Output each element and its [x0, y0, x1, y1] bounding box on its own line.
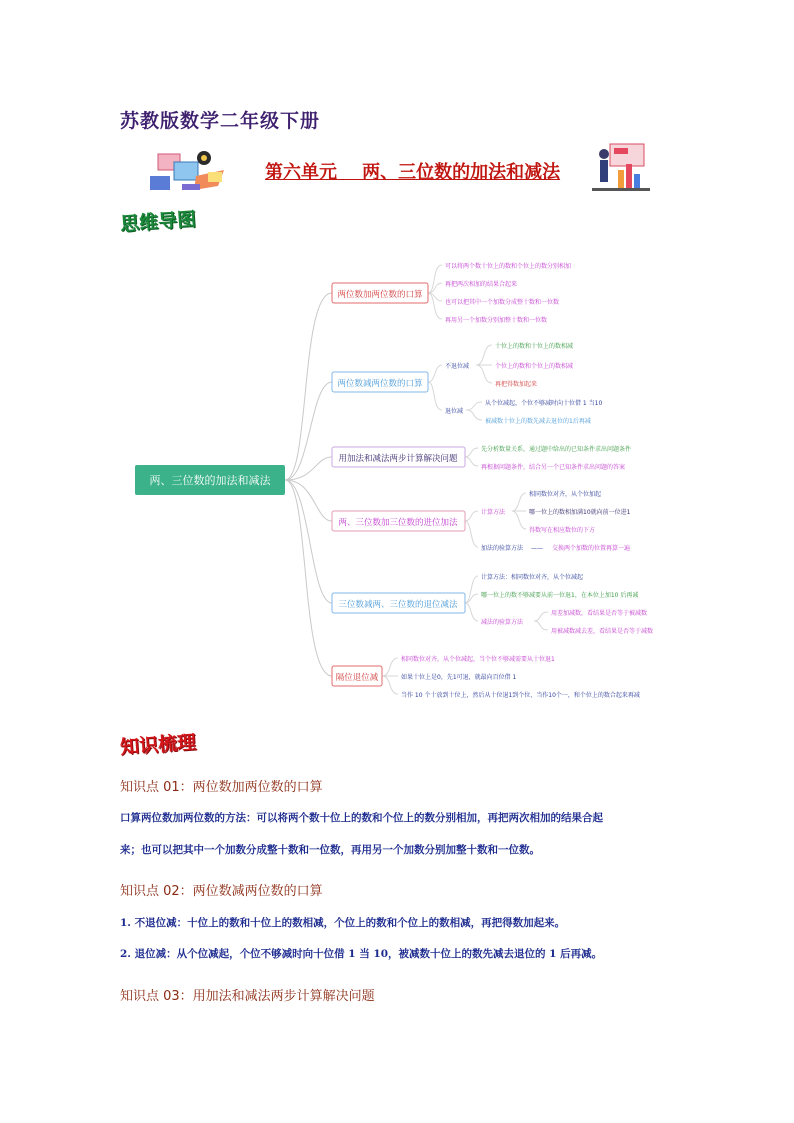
mindmap-dash: ——	[531, 545, 543, 552]
knowledge-point-1-line-1: 口算两位数加两位数的方法：可以将两个数十位上的数和个位上的数分别相加，再把两次相加的结果合起	[120, 812, 603, 824]
mindmap-leaf: 相同数位对齐，从个位减起，当个位不够减需要从十位退1	[401, 656, 555, 663]
chart-illustration-right	[592, 140, 650, 192]
mindmap-leaf: 可以将两个数十位上的数和个位上的数分别相加	[445, 263, 572, 270]
mindmap-sub-node: 计算方法	[481, 509, 506, 516]
mindmap-branch-5-label: 三位数减两、三位数的退位减法	[338, 600, 458, 610]
mindmap-leaf: 得数写在相应数位的下方	[529, 527, 596, 534]
mindmap-branch-6-label: 隔位退位减	[335, 673, 379, 683]
mindmap-leaf: 再根据问题条件，结合另一个已知条件求出问题的答案	[481, 464, 626, 471]
mindmap-leaf: 哪一位上的数相加满10就向前一位进1	[529, 509, 631, 516]
knowledge-point-2-item-1: 1. 不退位减：十位上的数和十位上的数相减，个位上的数和个位上的数相减，再把得数加起来。	[120, 917, 566, 929]
unit-title: 第六单元 两、三位数的加法和减法	[265, 162, 561, 183]
mindmap-leaf: 再用另一个加数分别加整十数和一位数	[445, 317, 548, 324]
mindmap-leaf: 从个位减起，个位不够减时向十位借 1 当10	[485, 400, 603, 407]
mindmap-branch-3-label: 用加法和减法两步计算解决问题	[338, 454, 458, 464]
mindmap-leaf: 哪一位上的数不够减要从前一位退1，在本位上加10 后再减	[481, 592, 639, 599]
mindmap-sub-node: 减法的验算方法	[481, 619, 524, 626]
mindmap-leaf: 用被减数减去差，看结果是否等于减数	[551, 628, 654, 635]
document-title: 苏教版数学二年级下册	[120, 110, 321, 132]
mindmap-leaf: 如果十位上是0，先1可退，就最向百位借 1	[401, 674, 517, 681]
knowledge-point-1-heading: 知识点 01：两位数加两位数的口算	[120, 780, 323, 795]
mindmap-leaf: 再把两次相加的结果合起来	[445, 281, 518, 288]
mindmap-sub-node: 不退位减	[445, 363, 470, 370]
knowledge-point-3-heading: 知识点 03：用加法和减法两步计算解决问题	[120, 989, 375, 1004]
mindmap-root-label: 两、三位数的加法和减法	[149, 474, 271, 487]
knowledge-point-1-body	[120, 802, 680, 866]
mindmap-leaf: 也可以把其中一个加数分成整十数和一位数	[445, 299, 560, 306]
mindmap-sub-node: 退位减	[445, 408, 464, 415]
knowledge-point-2-item-2: 2. 退位减：从个位减起，个位不够减时向十位借 1 当 10，被减数十位上的数先减去退位的 1 后再减。	[120, 948, 603, 960]
knowledge-banner: 知识梳理	[119, 731, 197, 759]
mindmap-sub-node: 加法的验算方法	[481, 545, 524, 552]
mindmap-leaf: 当作 10 个十放到十位上，然后从十位退1到个位，当作10个一，和个位上的数合起来再减	[401, 692, 640, 699]
mindmap-leaf: 个位上的数和个位上的数相减	[495, 363, 574, 370]
mindmap-leaf: 计算方法：相同数位对齐，从个位减起	[481, 574, 584, 581]
mindmap-leaf: 交换两个加数的位置再算一遍	[552, 545, 631, 552]
mindmap-leaf: 先分析数量关系，通过题中给出的已知条件求出问题条件	[481, 446, 632, 453]
mindmap-leaf: 十位上的数和十位上的数相减	[495, 343, 574, 350]
knowledge-point-2-heading: 知识点 02：两位数减两位数的口算	[120, 884, 323, 899]
mindmap-leaf: 被减数十位上的数先减去退位的1后再减	[485, 418, 591, 425]
study-illustration-left	[148, 146, 226, 192]
mindmap-banner: 思维导图	[119, 208, 197, 236]
mind-map	[120, 255, 680, 707]
mindmap-branch-2-label: 两位数减两位数的口算	[337, 379, 423, 389]
knowledge-point-1-line-2: 来；也可以把其中一个加数分成整十数和一位数，再用另一个加数分别加整十数和一位数。	[120, 844, 540, 856]
mindmap-leaf: 相同数位对齐，从个位加起	[529, 491, 602, 498]
mindmap-leaf: 用差加减数，看结果是否等于被减数	[551, 610, 648, 617]
mindmap-branch-4-label: 两、三位数加三位数的进位加法	[338, 518, 458, 528]
mindmap-branch-1-label: 两位数加两位数的口算	[337, 290, 423, 300]
mindmap-leaf: 再把得数加起来	[495, 381, 538, 388]
